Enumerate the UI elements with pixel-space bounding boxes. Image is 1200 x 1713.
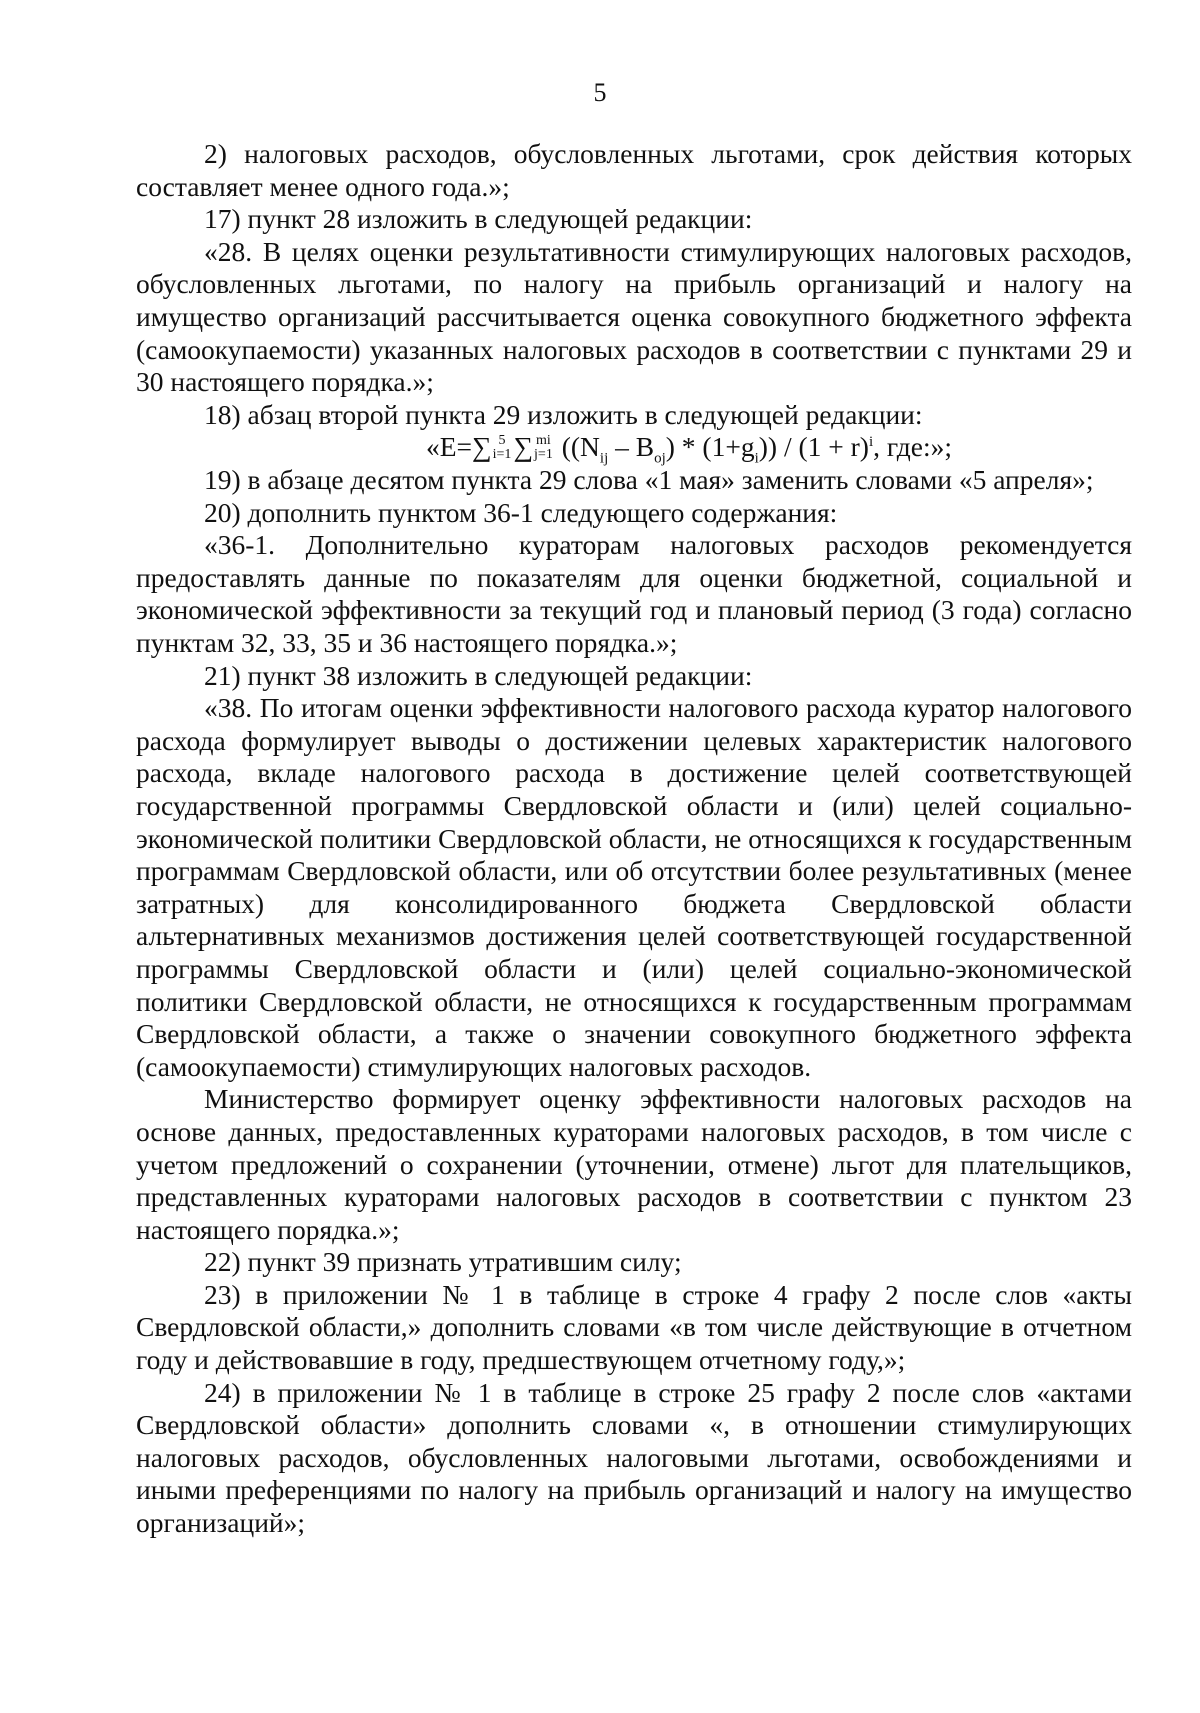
formula-sub-ij: ij [599,450,609,467]
sum-symbol-2: ∑ [513,431,534,463]
formula-term-a: ((N [561,431,600,463]
paragraph-item-22: 22) пункт 39 признать утратившим силу; [204,1246,682,1278]
paragraph-item-17: 17) пункт 28 изложить в следующей редакции: [204,203,753,235]
formula-term-b: – B [608,431,655,463]
paragraph-point-38: «38. По итогам оценки эффективности налогового расхода куратор налогового расхода формулирует выводы о достижении целевых характеристик налогового расхода, вкладе налогового расхода в достижение целей соответствующей государственной программы Свердловской области и (или) целей социально-экономической политики Свердловской области, не относящихся к государственным программам Свердловской области, или об отсутствии более результативных (менее затратных) для консолидированного бюджета Свердловской области альтернативных механизмов достижения целей соответствующей государственной программы Свердловской области и (или) целей социально-экономической политики Свердловской области, не относящихся к государственным программам Свердловской области, а также о значении совокупного бюджетного эффекта (самоокупаемости) стимулирующих налоговых расходов. [136,692,1132,1082]
formula-sub-i: i [754,450,759,467]
sum-limits-2: mi j=1 [534,433,553,463]
paragraph-point-28: «28. В целях оценки результативности стимулирующих налоговых расходов, обусловленных льготами, по налогу на прибыль организаций и налогу на имущество организаций рассчитывается оценка совокупного бюджетного эффекта (самоокупаемости) указанных налоговых расходов в соответствии с пунктами 29 и 30 настоящего порядка.»; [136,235,1132,398]
paragraph-item-20: 20) дополнить пунктом 36-1 следующего содержания: [204,496,838,528]
paragraph-item-23: 23) в приложении № 1 в таблице в строке 4 графу 2 после слов «акты Свердловской области,» дополнить словами «в том числе действующие в отчетном году и действовавшие в году, предшествующем отчетному году,»; [136,1278,1132,1376]
sum-limits-1: 5 i=1 [492,433,512,463]
formula-open: «E= [425,431,473,463]
sum-symbol-1: ∑ [472,431,492,463]
formula-close: , где:»; [873,431,953,463]
paragraph-item-19: 19) в абзаце десятом пункта 29 слова «1 мая» заменить словами «5 апреля»; [204,464,1094,496]
paragraph-item-24: 24) в приложении № 1 в таблице в строке 25 графу 2 после слов «актами Свердловской области» дополнить словами «, в отношении стимулирующих налоговых расходов, обусловленных налоговыми льготами, освобождениями и иными преференциями по налогу на прибыль организаций и налогу на имущество организаций»; [136,1376,1132,1539]
paragraph-point-36-1: «36-1. Дополнительно кураторам налоговых расходов рекомендуется предоставлять данные по показателям для оценки бюджетной, социальной и экономической эффективности за текущий год и плановый период (3 года) согласно пунктам 32, 33, 35 и 36 настоящего порядка.»; [136,529,1132,658]
formula-term-c: ) * (1+g [665,431,755,463]
formula-term-d: )) / (1 + r) [758,431,869,463]
formula-sub-oj: oj [654,450,666,467]
paragraph-item-18: 18) абзац второй пункта 29 изложить в следующей редакции: [204,398,923,430]
page-number: 5 [593,78,607,107]
formula-sup-i: i [868,434,874,451]
paragraph-item-21: 21) пункт 38 изложить в следующей редакции: [204,659,753,691]
formula [136,431,1132,467]
paragraph-item-2: 2) налоговых расходов, обусловленных льготами, срок действия которых составляет менее одного года.»; [136,138,1132,202]
paragraph-ministry: Министерство формирует оценку эффективности налоговых расходов на основе данных, предоставленных кураторами налоговых расходов, в том числе с учетом предложений о сохранении (уточнении, отмене) льгот для плательщиков, представленных кураторами налоговых расходов в соответствии с пунктом 23 настоящего порядка.»; [136,1083,1132,1245]
document-body [136,138,1132,1540]
